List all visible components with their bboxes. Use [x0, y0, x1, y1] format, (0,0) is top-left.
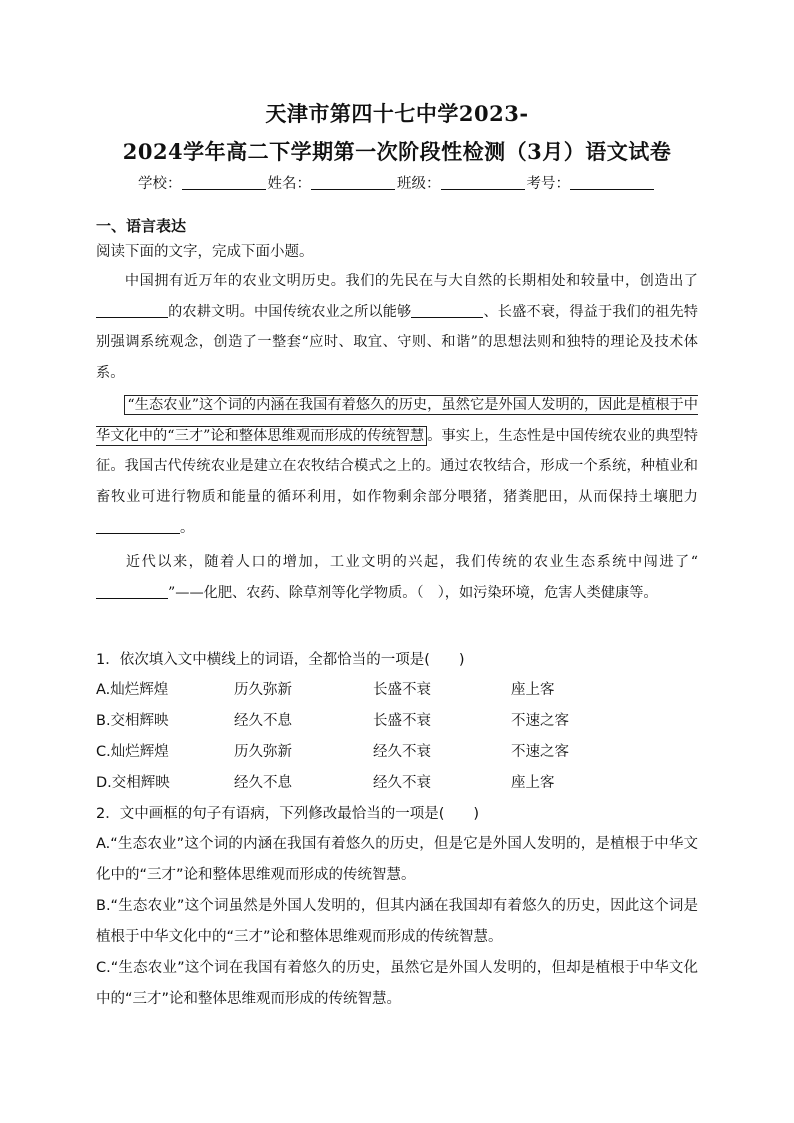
class-field [397, 172, 527, 193]
p1-text-c: 、长盛不衰，得益于我们的祖先特别强调系统观念，创造了一整套“应时、取宜、守则、和谐”的思想法则和独特的理论及技术体系。 [96, 303, 698, 382]
passage-paragraph-3 [96, 547, 698, 608]
boxed-sentence: “生态农业”这个词的内涵在我国有着悠久的历史，虽然它是外国人发明的，因此是植根于中华文化中的“三才”论和整体思维观而形成的传统智慧 [96, 397, 698, 444]
name-blank[interactable] [311, 177, 395, 190]
question-1-stem: 1．依次填入文中横线上的词语，全都恰当的一项是( ) [96, 652, 465, 668]
name-label: 姓名： [267, 176, 311, 192]
question-2-option-b[interactable]: B.“生态农业”这个词虽然是外国人发明的，但其内涵在我国却有着悠久的历史，因此这个词是植根于中华文化中的“三才”论和整体思维观而形成的传统智慧。 [96, 898, 698, 945]
exam-title-line2: 2024学年高二下学期第一次阶段性检测（3月）语文试卷 [122, 139, 672, 164]
p1-text-a: 中国拥有近万年的农业文明历史。我们的先民在与大自然的长期相处和较量中，创造出了 [124, 273, 698, 289]
option-word: 经久不息 [234, 775, 292, 791]
option-word: 不速之客 [511, 713, 569, 729]
fill-blank-4[interactable] [96, 584, 168, 599]
passage-paragraph-2 [96, 390, 698, 544]
name-field [268, 172, 398, 193]
option-word: 座上客 [511, 682, 555, 698]
option-word: 不速之客 [511, 744, 569, 760]
exam-number-field [527, 172, 657, 193]
p3-text-a: 近代以来，随着人口的增加，工业文明的兴起，我们传统的农业生态系统中闯进了“ [124, 554, 698, 570]
p3-text-b: ”——化肥、农药、除草剂等化学物质。（ ），如污染环境，危害人类健康等。 [168, 584, 658, 601]
exam-title-line1: 天津市第四十七中学2023- [265, 101, 529, 126]
student-info-row [0, 172, 794, 193]
school-field [138, 172, 268, 193]
class-blank[interactable] [441, 177, 525, 190]
p2-text-rest: 。事实上，生态性是中国传统农业的典型特征。我国古代传统农业是建立在农牧结合模式之上的。通过农牧结合，形成一个系统，种植业和畜牧业可进行物质和能量的循环利用，如作物剩余部分喂猪，猪粪肥田，从而保持土壤肥力 [96, 427, 698, 506]
school-blank[interactable] [182, 177, 266, 190]
option-word: A.灿烂辉煌 [96, 682, 169, 698]
passage-paragraph-1 [96, 266, 698, 389]
option-word: 历久弥新 [234, 682, 292, 698]
p2-text-end: 。 [180, 519, 195, 536]
p1-text-b: 的农耕文明。中国传统农业之所以能够 [168, 303, 412, 320]
exam-number-label: 考号： [526, 176, 570, 192]
class-label: 班级： [397, 176, 441, 192]
question-1-option-c[interactable] [96, 740, 698, 770]
fill-blank-2[interactable] [411, 303, 483, 318]
question-2-stem: 2．文中画框的句子有语病，下列修改最恰当的一项是( ) [96, 806, 480, 822]
question-2-option-c[interactable]: C.“生态农业”这个词在我国有着悠久的历史，虽然它是外国人发明的，但却是植根于中华文化中的“三才”论和整体思维观而形成的传统智慧。 [96, 960, 698, 1007]
option-word: B.交相辉映 [96, 713, 169, 729]
option-word: D.交相辉映 [96, 775, 170, 791]
option-word: 长盛不衰 [373, 682, 431, 698]
option-word: 历久弥新 [234, 744, 292, 760]
option-word: 经久不衰 [373, 744, 431, 760]
option-word: 座上客 [511, 775, 555, 791]
section-instruction: 阅读下面的文字，完成下面小题。 [96, 244, 314, 260]
question-1-option-d[interactable] [96, 771, 698, 801]
section-heading: 一、语言表达 [96, 217, 187, 235]
question-1-option-b[interactable] [96, 709, 698, 739]
fill-blank-1[interactable] [96, 303, 168, 318]
option-word: C.灿烂辉煌 [96, 744, 169, 760]
question-2-option-a[interactable]: A.“生态农业”这个词的内涵在我国有着悠久的历史，但是它是外国人发明的，是植根于中华文化中的“三才”论和整体思维观而形成的传统智慧。 [96, 836, 698, 883]
question-1-option-a[interactable] [96, 678, 698, 708]
exam-number-blank[interactable] [570, 177, 654, 190]
option-word: 经久不衰 [373, 775, 431, 791]
school-label: 学校： [138, 176, 182, 192]
fill-blank-3[interactable] [96, 519, 180, 534]
option-word: 长盛不衰 [373, 713, 431, 729]
option-word: 经久不息 [234, 713, 292, 729]
